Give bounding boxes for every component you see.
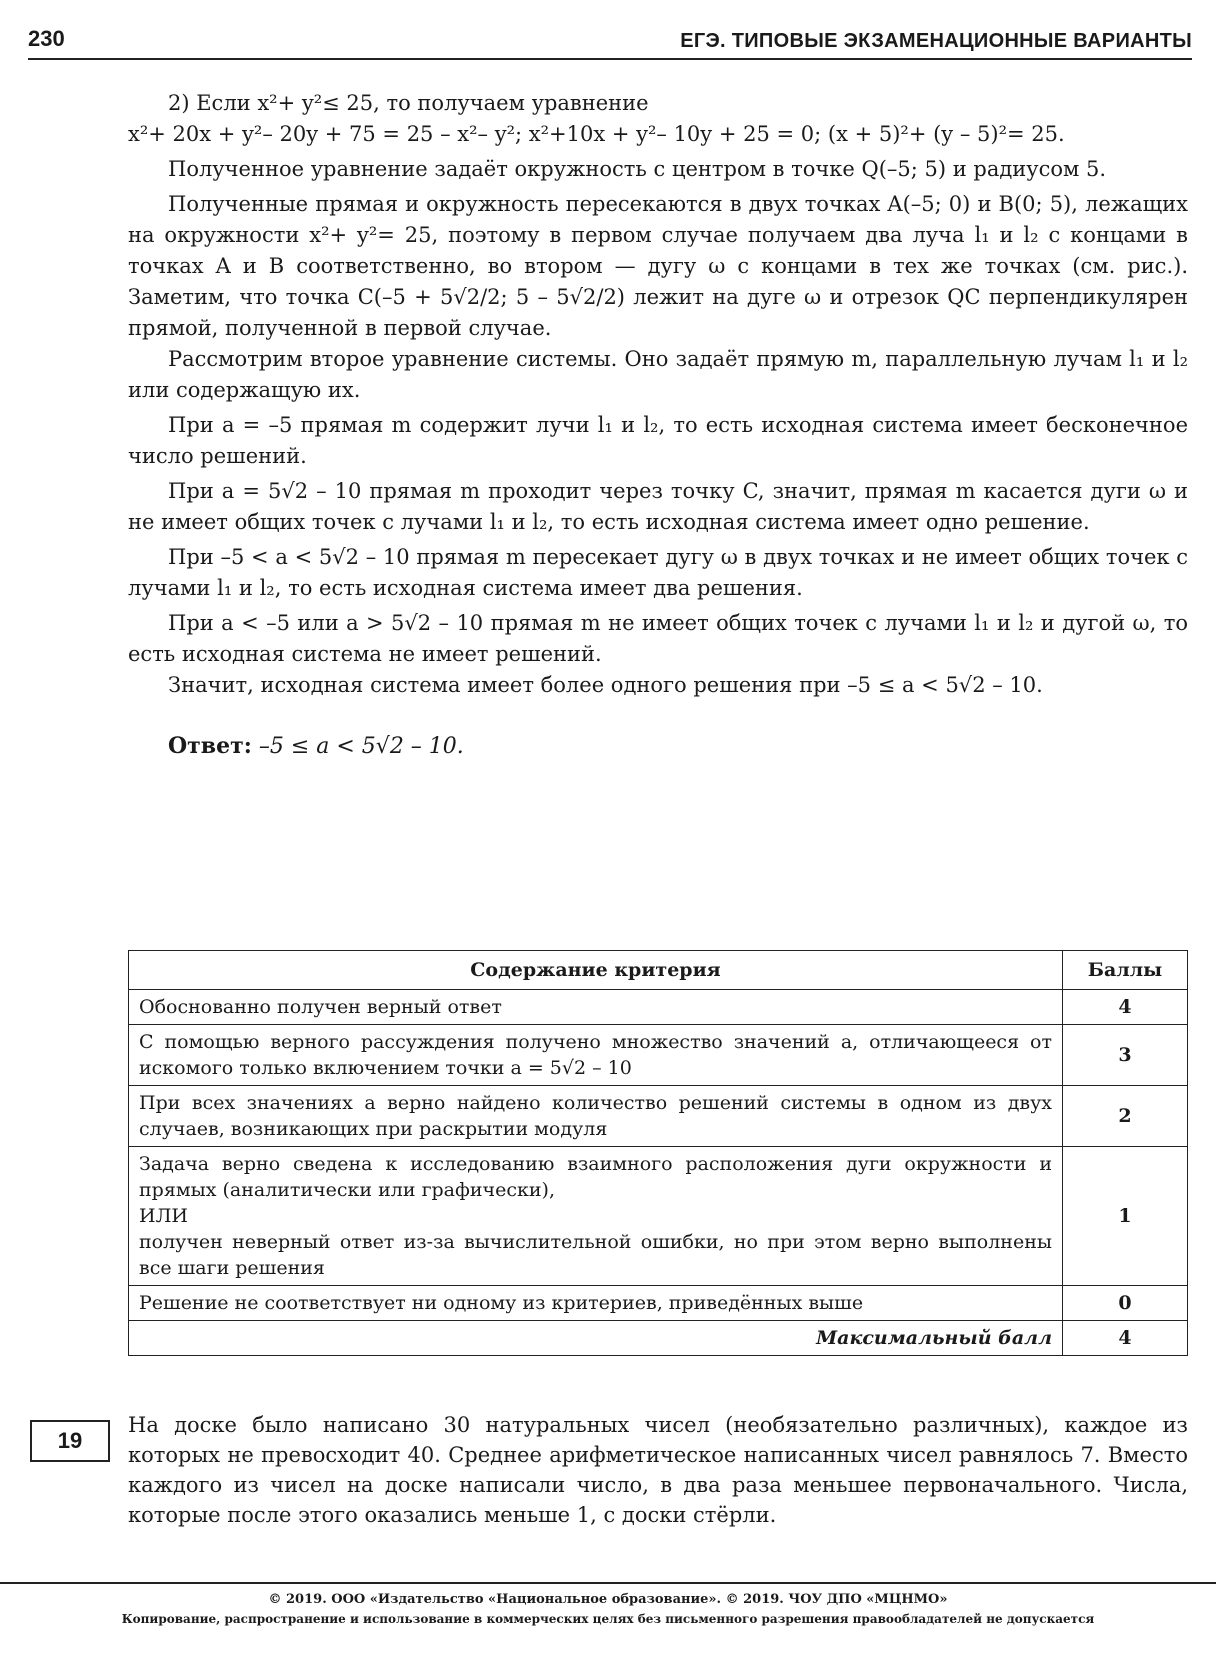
answer-label: Ответ: <box>168 733 252 759</box>
page-header <box>28 22 1192 60</box>
criterion-text-multi <box>129 1147 1063 1286</box>
solution-conclusion: Значит, исходная система имеет более одного решения при –5 ≤ a < 5√2 – 10. <box>168 673 1043 697</box>
solution-case2-intro: 2) Если x²+ y²≤ 25, то получаем уравнение <box>168 91 649 115</box>
max-score-row <box>129 1321 1188 1356</box>
criterion-points: 1 <box>1063 1147 1188 1286</box>
criterion-points: 3 <box>1063 1025 1188 1086</box>
solution-case-a-minus5: При a = –5 прямая m содержит лучи l₁ и l₂, то есть исходная система имеет бесконечное число решений. <box>128 413 1188 468</box>
criterion-text: Решение не соответствует ни одному из критериев, приведённых выше <box>129 1286 1063 1321</box>
answer-value: –5 ≤ a < 5√2 – 10. <box>258 734 464 759</box>
criteria-table <box>128 950 1188 1356</box>
task-19-text: На доске было написано 30 натуральных чисел (необязательно различных), каждое из которых не превосходит 40. Среднее арифметическое написанных чисел равнялось 7. Вместо каждого из чисел на доске написали число, в два раза меньшее первоначального. Числа, которые после этого оказались меньше 1, с доски стёрли. <box>128 1413 1188 1527</box>
solution-case-tangent: При a = 5√2 – 10 прямая m проходит через точку C, значит, прямая m касается дуги ω и не имеет общих точек с лучами l₁ и l₂, то есть исходная система имеет одно решение. <box>128 479 1188 534</box>
table-row <box>129 990 1188 1025</box>
criterion-points: 0 <box>1063 1286 1188 1321</box>
solution-case-two: При –5 < a < 5√2 – 10 прямая m пересекает дугу ω в двух точках и не имеет общих точек с лучами l₁ и l₂, то есть исходная система имеет два решения. <box>128 545 1188 600</box>
criterion-or: ИЛИ <box>139 1205 188 1227</box>
table-row <box>129 1147 1188 1286</box>
running-title: ЕГЭ. ТИПОВЫЕ ЭКЗАМЕНАЦИОННЫЕ ВАРИАНТЫ <box>680 30 1192 52</box>
page-number: 230 <box>28 26 65 51</box>
footer-divider <box>0 1582 1216 1584</box>
criterion-points: 4 <box>1063 990 1188 1025</box>
criterion-text: При всех значениях a верно найдено количество решений системы в одном из двух случаев, возникающих при раскрытии модуля <box>129 1086 1063 1147</box>
footer-notice: Копирование, распространение и использование в коммерческих целях без письменного разрешения правообладателей не допускается <box>121 1612 1095 1626</box>
criterion-text: С помощью верного рассуждения получено множество значений a, отличающееся от искомого только включением точки a = 5√2 – 10 <box>129 1025 1063 1086</box>
criteria-header-row <box>129 951 1188 990</box>
solution-second-equation: Рассмотрим второе уравнение системы. Оно задаёт прямую m, параллельную лучам l₁ и l₂ или содержащую их. <box>128 347 1188 402</box>
solution-circle: Полученное уравнение задаёт окружность с центром в точке Q(–5; 5) и радиусом 5. <box>168 157 1107 181</box>
criteria-header-points: Баллы <box>1063 951 1188 990</box>
footer-copyright: © 2019. ООО «Издательство «Национальное образование». © 2019. ЧОУ ДПО «МЦНМО» <box>268 1592 948 1607</box>
table-row <box>129 1025 1188 1086</box>
solution-intersection: Полученные прямая и окружность пересекаются в двух точках A(–5; 0) и B(0; 5), лежащих на окружности x²+ y²= 25, поэтому в первом случае получаем два луча l₁ и l₂ с концами в точках A и B соответственно, во втором — дугу ω с концами в тех же точках (см. рис.). Заметим, что точка C(–5 + 5√2/2; 5 – 5√2/2) лежит на дуге ω и отрезок QC перпендикулярен прямой, полученной в первой случае. <box>128 192 1188 340</box>
max-score-value: 4 <box>1063 1321 1188 1356</box>
table-row <box>129 1286 1188 1321</box>
solution-text <box>128 88 1188 762</box>
table-row <box>129 1086 1188 1147</box>
answer <box>128 731 1188 762</box>
solution-case-none: При a < –5 или a > 5√2 – 10 прямая m не имеет общих точек с лучами l₁ и l₂ и дугой ω, то есть исходная система не имеет решений. <box>128 611 1188 666</box>
criterion-text-part1: Задача верно сведена к исследованию взаимного расположения дуги окружности и прямых (аналитически или графически), <box>139 1153 1052 1201</box>
criterion-points: 2 <box>1063 1086 1188 1147</box>
solution-equation: x²+ 20x + y²– 20y + 75 = 25 – x²– y²; x²+10x + y²– 10y + 25 = 0; (x + 5)²+ (y – 5)²= 25. <box>128 122 1065 146</box>
criteria-header-content: Содержание критерия <box>129 951 1063 990</box>
task-number-box: 19 <box>30 1420 110 1462</box>
criterion-text-part2: получен неверный ответ из-за вычислительной ошибки, но при этом верно выполнены все шаги решения <box>139 1231 1052 1279</box>
max-score-label: Максимальный балл <box>129 1321 1063 1356</box>
criterion-text: Обоснованно получен верный ответ <box>129 990 1063 1025</box>
